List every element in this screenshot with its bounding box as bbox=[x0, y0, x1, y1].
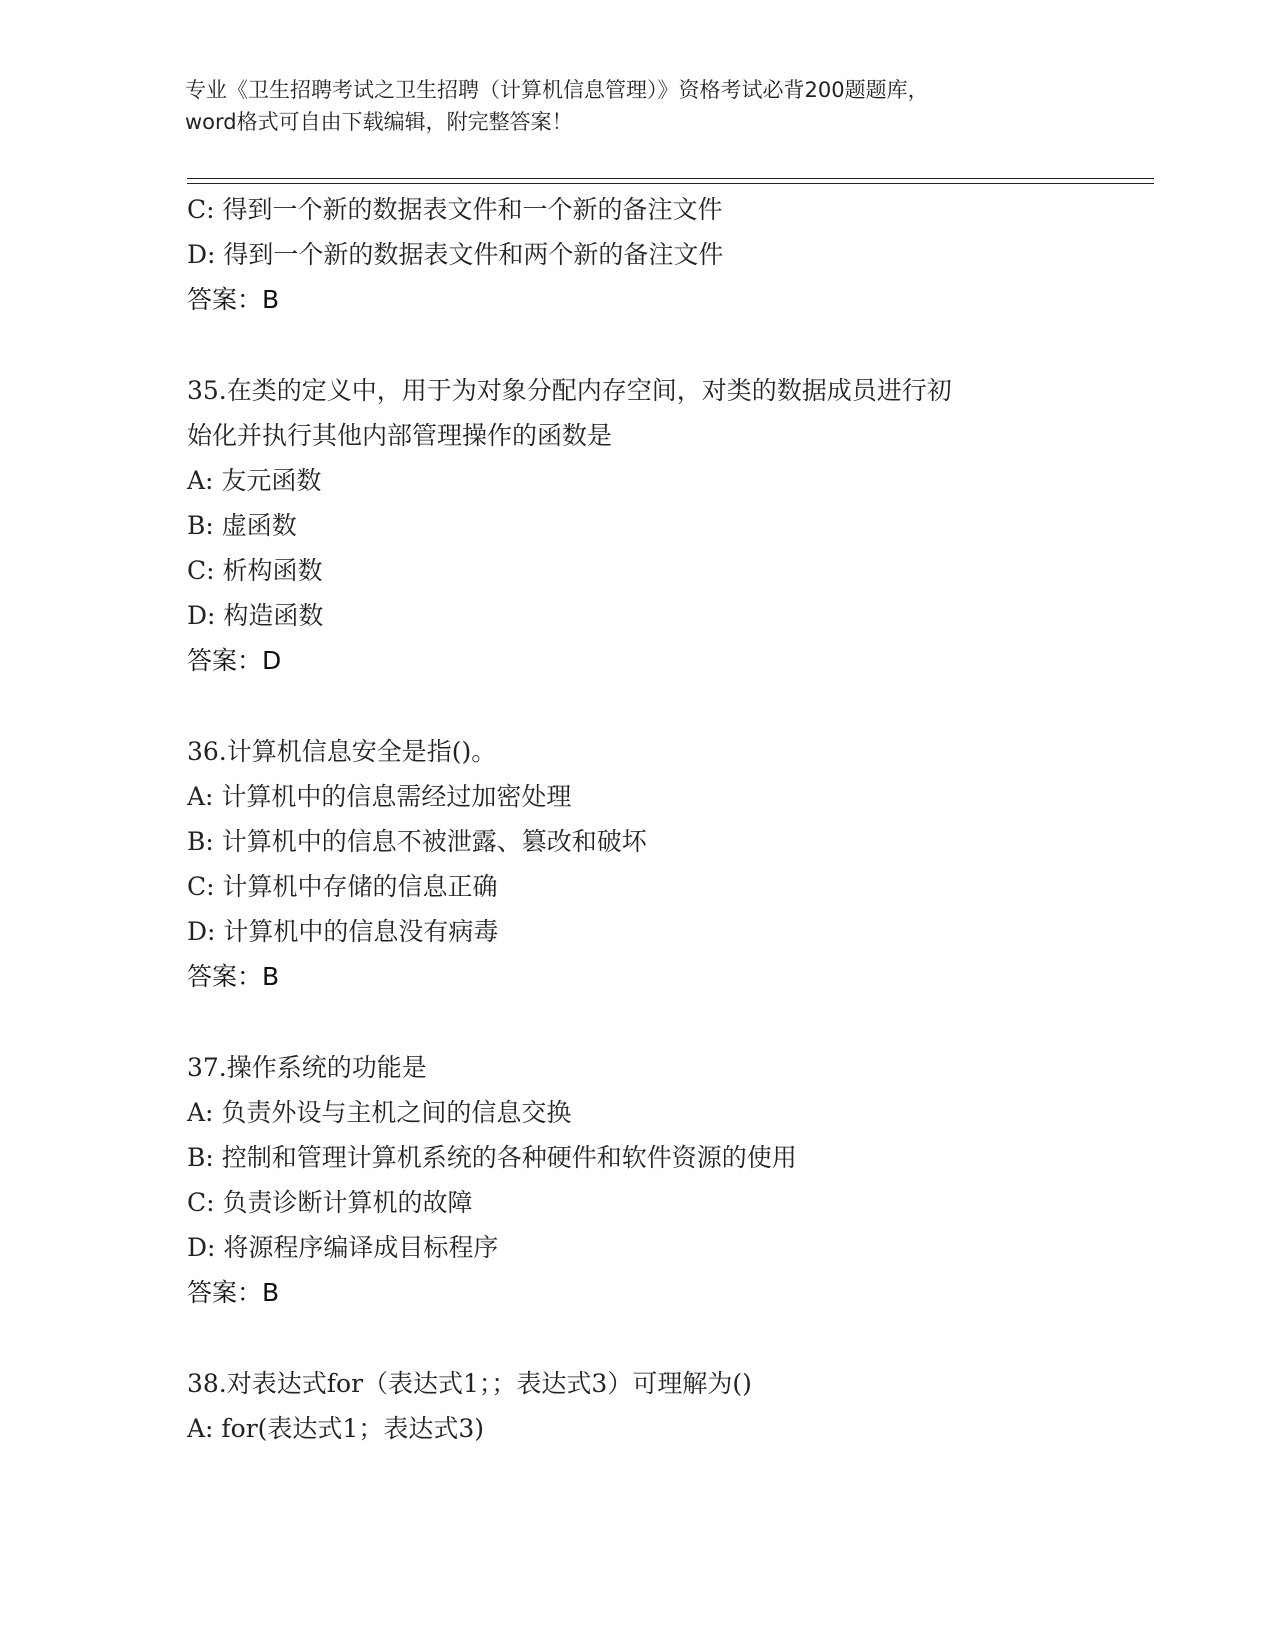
question-line: 35.在类的定义中，用于为对象分配内存空间，对类的数据成员进行初 bbox=[187, 376, 952, 405]
option-line: A: for(表达式1；表达式3) bbox=[187, 1414, 484, 1443]
option-line: C: 析构函数 bbox=[187, 556, 323, 585]
option-line: A: 友元函数 bbox=[187, 466, 322, 495]
question-line: 始化并执行其他内部管理操作的函数是 bbox=[187, 421, 613, 450]
question-line: 38.对表达式for（表达式1；；表达式3）可理解为() bbox=[187, 1369, 752, 1398]
header-line-2: word格式可自由下载编辑，附完整答案！ bbox=[185, 110, 573, 134]
answer-line: 答案：B bbox=[187, 285, 280, 314]
option-line: D: 计算机中的信息没有病毒 bbox=[187, 917, 499, 946]
option-line: B: 虚函数 bbox=[187, 511, 297, 540]
option-line: D: 得到一个新的数据表文件和两个新的备注文件 bbox=[187, 240, 724, 269]
option-line: D: 将源程序编译成目标程序 bbox=[187, 1233, 499, 1262]
option-line: B: 计算机中的信息不被泄露、篡改和破坏 bbox=[187, 827, 647, 856]
option-line: B: 控制和管理计算机系统的各种硬件和软件资源的使用 bbox=[187, 1143, 797, 1172]
header-divider-bottom bbox=[187, 183, 1154, 184]
option-line: D: 构造函数 bbox=[187, 601, 324, 630]
question-line: 36.计算机信息安全是指()。 bbox=[187, 737, 497, 766]
option-line: A: 负责外设与主机之间的信息交换 bbox=[187, 1098, 572, 1127]
option-line: C: 得到一个新的数据表文件和一个新的备注文件 bbox=[187, 195, 723, 224]
option-line: C: 负责诊断计算机的故障 bbox=[187, 1188, 473, 1217]
answer-line: 答案：D bbox=[187, 646, 282, 675]
question-line: 37.操作系统的功能是 bbox=[187, 1053, 427, 1082]
answer-line: 答案：B bbox=[187, 1278, 280, 1307]
header-divider-top bbox=[187, 178, 1154, 179]
answer-line: 答案：B bbox=[187, 962, 280, 991]
option-line: A: 计算机中的信息需经过加密处理 bbox=[187, 782, 572, 811]
header-line-1: 专业《卫生招聘考试之卫生招聘（计算机信息管理）》资格考试必背200题题库， bbox=[185, 78, 929, 102]
document-header bbox=[185, 74, 1085, 138]
option-line: C: 计算机中存储的信息正确 bbox=[187, 872, 498, 901]
